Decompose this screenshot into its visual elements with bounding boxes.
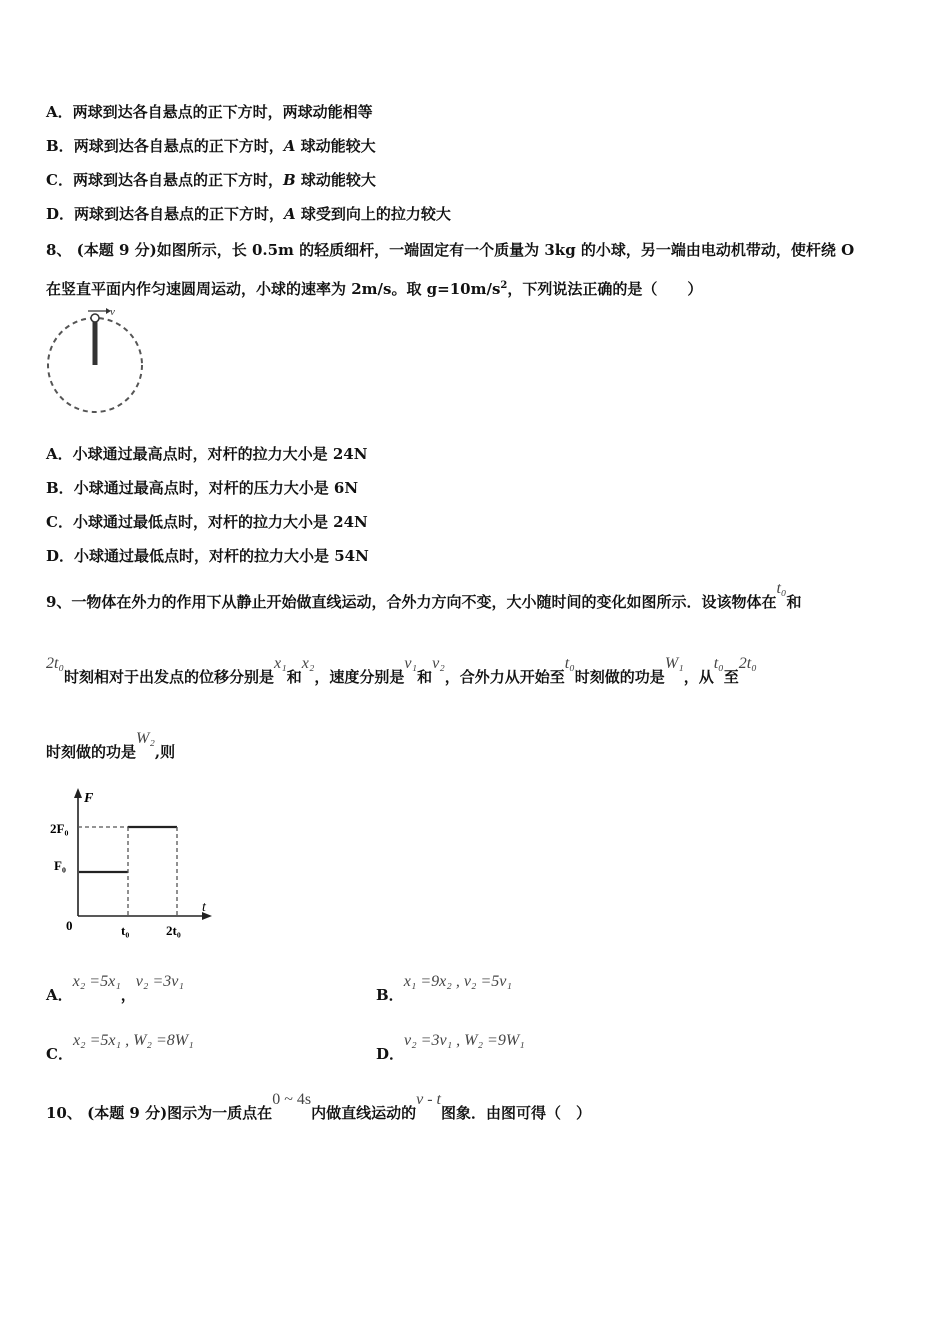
q7-option-c [46,170,376,190]
option-letter: D． [46,205,75,223]
q7-option-b [46,136,376,156]
tick-0: 0 [66,918,73,933]
q8-stem-line2 [46,276,702,299]
rod [93,320,98,365]
math-x2: x₂ [301,655,315,672]
option-text-end: 球受到向上的拉力较大 [295,205,451,223]
q8-option-d [46,546,369,566]
option-sep: ， [120,986,136,1004]
q8-option-b [46,478,358,498]
option-text: 小球通过最高点时，对杆的压力大小是 6N [73,479,359,497]
q9-option-c [46,1032,194,1065]
math-v2: v₂ [432,655,445,672]
option-letter: D． [46,547,75,565]
option-letter: A． [46,986,73,1004]
q9-option-a [46,973,184,1006]
option-text-end: 球动能较大 [295,171,376,189]
option-letter: C． [46,513,73,531]
option-math: x₁ =9x₂ , v₂ =5v₁ [403,973,512,990]
option-letter: B． [376,986,404,1004]
q9-stem-end: 和 [786,593,802,611]
option-text: 两球到达各自悬点的正下方时， [74,205,285,223]
math-t0: t₀ [713,655,724,672]
option-letter: C． [46,1045,73,1063]
math-2t0: 2t₀ [46,655,65,672]
q10-text: 内做直线运动的 [311,1104,417,1122]
option-letter: C． [46,171,73,189]
q9-text: ,则 [154,743,176,761]
math-w2: W₂ [136,730,155,747]
velocity-label: v [110,306,115,318]
option-text: 两球到达各自悬点的正下方时，两球动能相等 [72,103,373,121]
q7-option-a [46,102,373,122]
math-vt: v - t [416,1091,441,1108]
tick-2t0: 2t₀ [166,923,181,938]
option-math: v₂ =3v₁ [135,973,184,990]
option-math: x₂ =5x₁ , W₂ =8W₁ [72,1032,194,1049]
q9-text: 时刻做的功是 [574,668,665,686]
option-text: 两球到达各自悬点的正下方时， [73,137,284,155]
q9-stem-line2 [46,655,757,688]
option-text: 两球到达各自悬点的正下方时， [72,171,283,189]
q10-stem [46,1091,591,1124]
q9-stem-line3 [46,730,176,763]
tick-t0: t₀ [121,923,130,938]
q9-option-b [376,973,512,1006]
q9-text: 和 [417,668,433,686]
q9-text: 至 [723,668,739,686]
option-letter: D． [376,1045,405,1063]
q9-text: 和 [286,668,302,686]
option-em: A [283,137,296,155]
q9-text: 时刻做的功是 [46,743,137,761]
q9-stem-line1 [46,580,802,613]
q7-option-d [46,204,451,224]
option-letter: A． [46,445,73,463]
tick-f0: F₀ [54,858,66,873]
q8-stem-line1: 8、 (本题 9 分)如图所示，长 0.5m 的轻质细杆，一端固定有一个质量为 3kg 的小球，另一端由电动机带动，使杆绕 O [46,241,855,259]
q8-circle-figure [44,306,148,418]
q10-text: 图象．由图可得（ ） [440,1104,591,1122]
q9-text: ，从 [683,668,714,686]
math-w1: W₁ [664,655,684,672]
q9-text: ，速度分别是 [314,668,405,686]
math-t0: t₀ [564,655,575,672]
option-text: 小球通过最低点时，对杆的拉力大小是 54N [74,547,369,565]
math-v1: v₁ [404,655,418,672]
tick-2f0: 2F₀ [50,821,69,836]
q8-stem-text: 在竖直平面内作匀速圆周运动，小球的速率为 2m/s。取 g=10m/s [46,280,501,298]
option-letter: B． [46,137,74,155]
q8-superscript: 2 [500,280,508,291]
x-axis-label: t [202,900,206,915]
option-text: 小球通过最高点时，对杆的拉力大小是 24N [72,445,368,463]
y-axis-label: F [84,791,94,806]
q9-text: ，合外力从开始至 [444,668,565,686]
option-letter: B． [46,479,74,497]
option-text: 小球通过最低点时，对杆的拉力大小是 24N [72,513,368,531]
math-2t0: 2t₀ [738,655,757,672]
ball [91,314,99,322]
q10-text: 10、 (本题 9 分)图示为一质点在 [46,1104,273,1122]
math-t0: t₀ [776,580,787,597]
q8-option-c [46,512,368,532]
q9-text: 时刻相对于出发点的位移分别是 [64,668,275,686]
q8-stem-end: ，下列说法正确的是（ ） [507,280,703,298]
y-axis-arrow-icon [74,788,82,798]
q8-option-a [46,444,367,464]
q9-force-time-graph [46,784,216,944]
option-math: v₂ =3v₁ , W₂ =9W₁ [404,1032,525,1049]
option-letter: A． [46,103,73,121]
math-interval: 0 ~ 4s [272,1091,312,1108]
option-math: x₂ =5x₁ [72,973,121,990]
q9-stem-text: 9、一物体在外力的作用下从静止开始做直线运动，合外力方向不变，大小随时间的变化如图所示．设该物体在 [46,593,777,611]
option-em: B [282,171,296,189]
option-text-end: 球动能较大 [295,137,376,155]
math-x1: x₁ [274,655,287,672]
option-em: A [284,205,296,223]
q9-option-d [376,1032,525,1065]
